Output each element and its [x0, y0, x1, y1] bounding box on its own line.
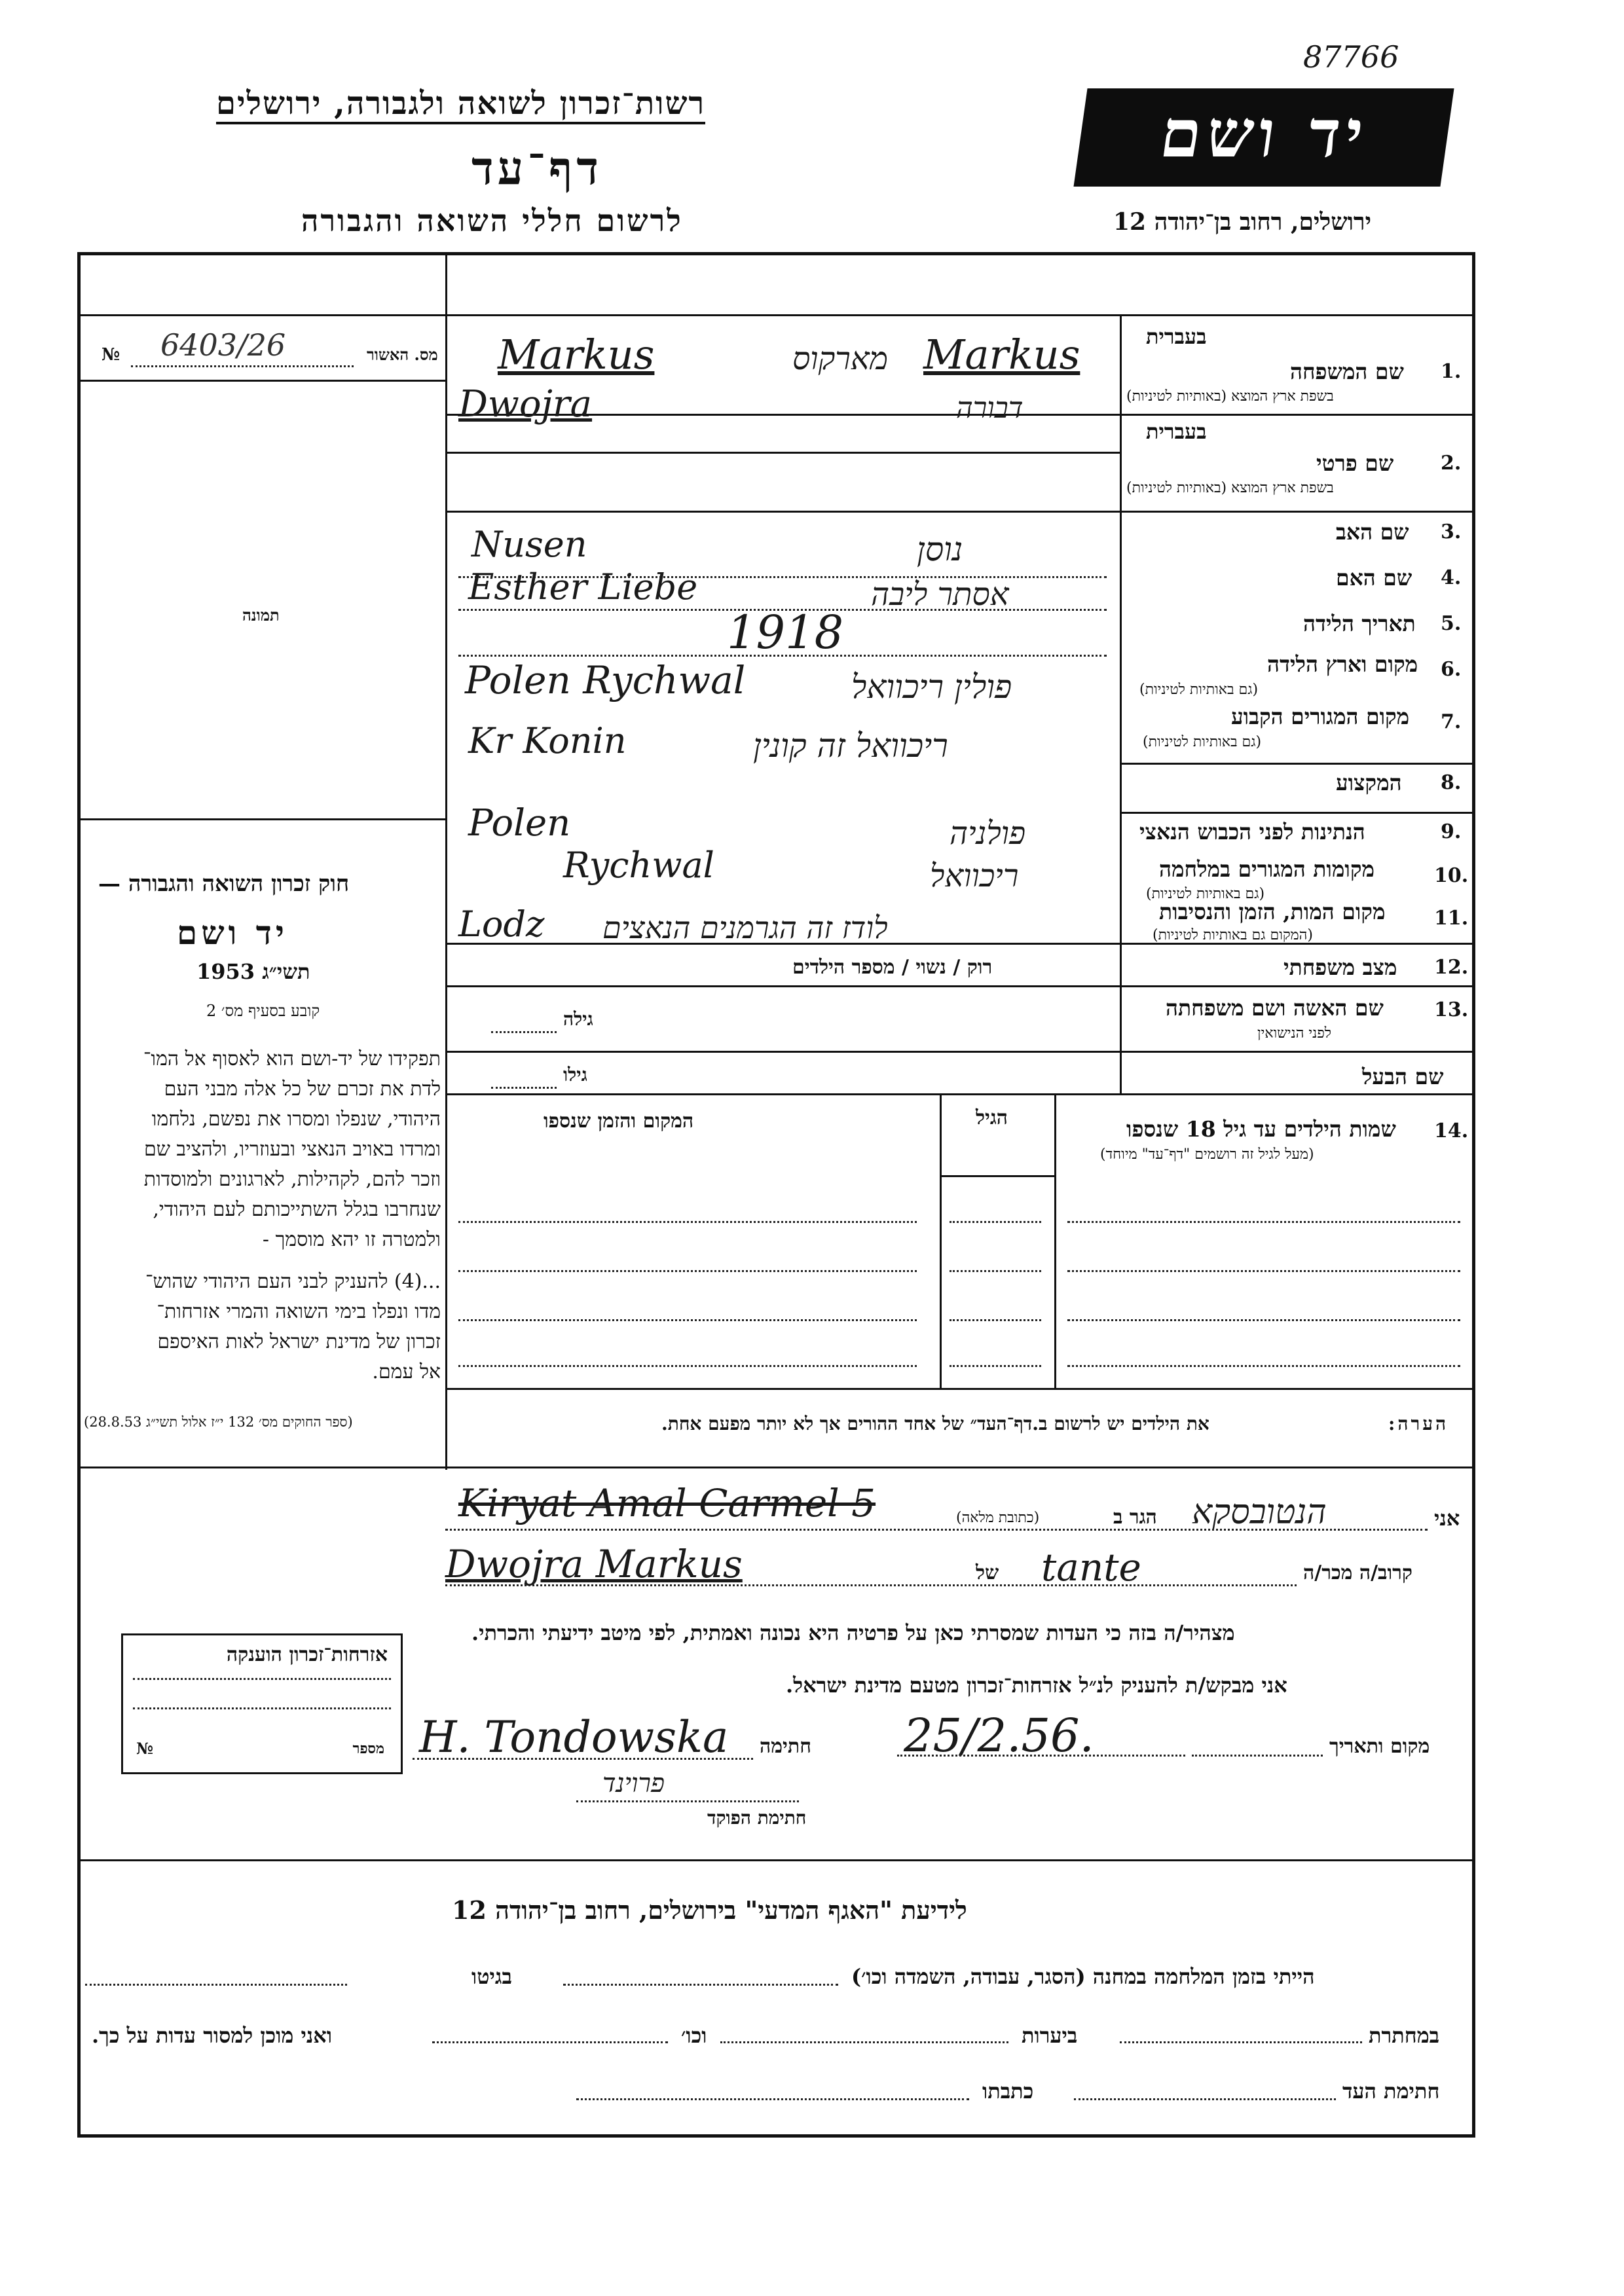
law-name: יד ושם — [177, 913, 288, 952]
relative-value[interactable]: tante — [1041, 1545, 1141, 1590]
law-line: היהודי, שנפלו ומסרו את נפשם, נלחמו — [151, 1108, 441, 1131]
field-label-11: מקום המות, הזמן והנסיבות — [1159, 899, 1386, 924]
marital-options: רוק / נשוי / מספר הילדים — [792, 956, 993, 979]
relative-label: קרוב/ה מכר/ה — [1303, 1561, 1412, 1584]
form-title: דף־עד — [471, 141, 603, 195]
field-sub-13: לפני הנישואין — [1257, 1025, 1332, 1042]
footer-title: לידיעת "האגף המדעי" בירושלים, רחוב בן־יהודה 12 — [452, 1895, 967, 1925]
footer-witness-sig-label: חתימת העד — [1342, 2079, 1440, 2104]
field-label-13: שם האשה ושם משפחתה — [1166, 995, 1384, 1021]
photo-label: תמונה — [242, 606, 280, 625]
law-line: וזכר להם, לקהילות, לארגונים ולמוסדות — [143, 1168, 441, 1191]
law-line: לדת את זכרם של כל אלה מבני העם — [164, 1078, 441, 1101]
citizenship-box — [121, 1633, 403, 1774]
field-label-9: הנתינות לפני הכבוש הנאצי — [1139, 819, 1365, 845]
approval-label: מס. האשור — [367, 345, 438, 364]
resides-label: הגר ב — [1113, 1506, 1157, 1529]
field-number-4: 4. — [1441, 566, 1462, 589]
surname-latin[interactable]: Markus — [498, 331, 655, 378]
wartime-residence-latin[interactable]: Rychwal — [563, 845, 714, 886]
husband-age-label: גילו — [563, 1064, 587, 1085]
law-title: חוק זכרון השואה והגבורה — — [98, 871, 350, 897]
death-details-hebrew[interactable]: לודז זה הגרמנים הנאצים — [602, 910, 888, 945]
field-number-3: 3. — [1441, 520, 1462, 543]
footer-address-label: כתבתו — [982, 2079, 1034, 2104]
field-label-8: המקצוע — [1336, 770, 1402, 795]
declaration-request: אני מבקש/ת להעניק לנ״ל אזרחות־זכרון מטעם מדינת ישראל. — [786, 1673, 1287, 1698]
declaration-statement: מצהיר/ה בזה כי העדות שמסרתי כאן על פרטיה היא נכונה ואמתית, לפי מיטב ידיעתי והכרתי. — [471, 1620, 1235, 1645]
field-number-5: 5. — [1441, 612, 1462, 635]
officer-signature[interactable]: פרוינד — [602, 1768, 665, 1798]
field-number-9: 9. — [1441, 820, 1462, 843]
field-number-2: 2. — [1441, 452, 1462, 475]
field-number-8: 8. — [1441, 771, 1462, 794]
nationality-latin[interactable]: Polen — [468, 802, 571, 845]
declarant-name[interactable]: הנטובסקא — [1192, 1493, 1327, 1532]
field-number-7: 7. — [1441, 710, 1462, 733]
given-name-latin[interactable]: Dwojra — [458, 383, 593, 426]
law-line: זכרון של מדינת ישראל לאות האיספם — [157, 1330, 441, 1353]
logo-text: יד ושם — [1155, 95, 1374, 172]
children-age-header: הגיל — [976, 1106, 1008, 1129]
surname-latin-2[interactable]: Markus — [923, 331, 1080, 378]
header-address: ירושלים, רחוב בן־יהודה 12 — [1113, 208, 1372, 236]
residence-hebrew[interactable]: ריכוואל זה קונין — [753, 727, 948, 765]
approval-value[interactable]: 6403/26 — [160, 327, 286, 363]
law-paragraph-2 — [84, 1267, 441, 1387]
field-number-6: 6. — [1441, 658, 1462, 681]
of-label: של — [976, 1561, 999, 1584]
law-line: אל עמם. — [372, 1360, 441, 1383]
field-number-13: 13. — [1434, 998, 1469, 1021]
file-number: 87766 — [1303, 39, 1399, 75]
field-label-10: מקומות המגורים במלחמה — [1159, 856, 1375, 882]
footer-camp-label: הייתי בזמן המלחמה במחנה (הסגר, עבודה, השמדה וכו׳) — [851, 1964, 1315, 1989]
law-paragraph-1 — [84, 1044, 441, 1255]
law-line: תפקידו של יד-ושם הוא לאסוף אל המו־ — [143, 1048, 441, 1070]
field-sub-7: (גם באותיות לטיניות) — [1143, 734, 1262, 750]
death-place-latin[interactable]: Lodz — [458, 903, 545, 945]
father-name-hebrew[interactable]: נוסן — [917, 530, 963, 568]
law-line: שנחרבו בגלל השתייכותם לעם היהודי, — [153, 1198, 441, 1221]
field-sub-2: בשפת ארץ המוצא (באותיות לטיניות) — [1126, 480, 1334, 496]
mother-name-hebrew[interactable]: אסתר ליבה — [871, 576, 1009, 613]
declarant-address[interactable]: Kiryat Amal Carmel 5 — [458, 1481, 876, 1525]
authority-name: רשות־זכרון לשואה ולגבורה, ירושלים — [216, 85, 705, 124]
given-name-hebrew[interactable]: דבורה — [956, 392, 1024, 425]
yad-vashem-logo — [1073, 88, 1454, 187]
citizenship-box-title: אזרחות־זכרון הוענקה — [226, 1643, 388, 1666]
law-line: מדו ונפלו בימי השואה והמרי אזרחות־ — [157, 1300, 441, 1323]
field-sub-10: (גם באותיות לטיניות) — [1146, 886, 1265, 902]
declarant-signature[interactable]: H. Tondowska — [419, 1712, 729, 1762]
surname-hebrew[interactable]: מארקוס — [792, 340, 889, 377]
field-label-2: שם פרטי — [1316, 450, 1394, 476]
field-number-11: 11. — [1434, 907, 1469, 930]
field-sub-11: (המקום גם באותיות לטיניות) — [1153, 927, 1313, 943]
field-number-10: 10. — [1434, 864, 1469, 887]
nationality-hebrew[interactable]: פולניה — [950, 815, 1026, 852]
field-label-14: שמות הילדים עד גיל 18 שנספו — [1126, 1116, 1396, 1142]
field-label-12: מצב משפחתי — [1283, 955, 1397, 980]
declaration-date[interactable]: 25/2.56. — [904, 1709, 1094, 1762]
field-label-7: מקום המגורים הקבוע — [1231, 704, 1410, 729]
approval-no-sign: № — [101, 345, 120, 365]
address-hint: (כתובת מלאה) — [956, 1510, 1040, 1526]
mother-name-latin[interactable]: Esther Liebe — [468, 566, 698, 608]
hebrew-tag-2: בעברית — [1146, 419, 1207, 444]
of-value[interactable]: Dwojra Markus — [445, 1542, 743, 1586]
footer-testimony-text: ואני מוכן למסור עדות על כך. — [92, 2023, 333, 2048]
declaration-i-label: אני — [1434, 1506, 1460, 1531]
father-name-latin[interactable]: Nusen — [471, 524, 587, 565]
field-number-12: 12. — [1434, 956, 1469, 979]
field-sub-1: בשפת ארץ המוצא (באותיות לטיניות) — [1126, 388, 1334, 405]
officer-label: חתימת הפוקד — [707, 1807, 807, 1829]
field-label-4: שם האם — [1336, 565, 1412, 591]
field-label-husband: שם הבעל — [1362, 1064, 1444, 1089]
note-text: את הילדים יש לרשום ב.דף־העד״ של אחד ההורים אך לא יותר מפעם אחת. — [661, 1413, 1209, 1434]
field-sub-6: (גם באותיות לטיניות) — [1139, 682, 1259, 698]
note-label: הערה: — [1388, 1413, 1449, 1434]
children-place-header: המקום והזמן שנספו — [544, 1110, 694, 1133]
law-line: ולמטרה זו יהא מוסמך - — [262, 1228, 441, 1251]
wife-age-label: גילה — [563, 1008, 593, 1030]
law-year: תשי״ג 1953 — [196, 959, 310, 984]
law-source: (ספר החוקים מס׳ 132 י״ז אלול תשי״ג 28.8.53) — [84, 1414, 353, 1430]
place-date-label: מקום ותאריך — [1329, 1735, 1430, 1758]
field-label-5: תאריך הלידה — [1303, 611, 1416, 636]
birthplace-latin[interactable]: Polen Rychwal — [465, 658, 746, 702]
wartime-residence-hebrew[interactable]: ריכוואל — [930, 858, 1019, 894]
field-number-1: 1. — [1441, 360, 1462, 383]
footer-etc-label: וכו׳ — [681, 2023, 707, 2048]
hebrew-tag-1: בעברית — [1146, 324, 1207, 349]
birthplace-hebrew[interactable]: פולין ריכוואל — [851, 668, 1012, 706]
citizenship-box-no-sign: № — [136, 1739, 154, 1758]
field-sub-14: (מעל לגיל זה רושמים "דף־עד" מיוחד) — [1100, 1146, 1314, 1163]
signature-label: חתימה — [760, 1735, 811, 1758]
field-label-3: שם האב — [1336, 519, 1409, 545]
footer-forests-label: ביערות — [1022, 2023, 1078, 2048]
birth-date[interactable]: 1918 — [727, 606, 844, 659]
law-line: ...(4) להעניק לבני העם היהודי שהוש־ — [145, 1270, 441, 1293]
footer-underground-label: במחתרת — [1369, 2023, 1440, 2048]
field-label-6: מקום וארץ הלידה — [1267, 651, 1418, 677]
law-line: ומרדו באויב הנאצי ובעוזריו, ולהציב שם — [144, 1138, 441, 1161]
field-number-14: 14. — [1434, 1120, 1469, 1142]
form-subtitle: לרשום חללי השואה והגבורה — [301, 203, 683, 238]
footer-ghetto-label: בגיטו — [471, 1964, 512, 1989]
law-clause: קובע בסעיף מס׳ 2 — [206, 1002, 320, 1020]
field-label-1: שם המשפחה — [1290, 359, 1404, 384]
residence-latin[interactable]: Kr Konin — [468, 720, 627, 761]
citizenship-box-no-label: מספר — [352, 1740, 384, 1757]
